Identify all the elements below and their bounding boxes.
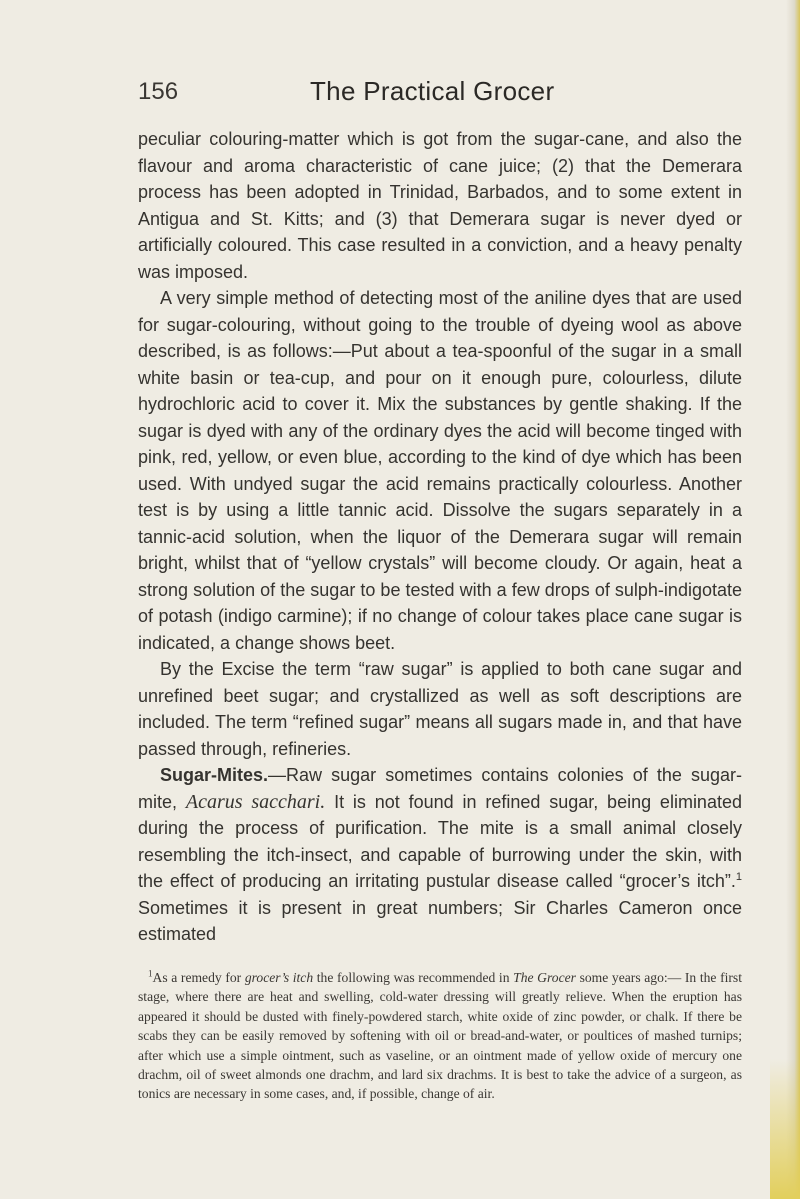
section-heading-sugar-mites: Sugar-Mites.: [160, 765, 269, 785]
footnote-text-b: the following was recommended in: [316, 970, 510, 985]
footnote-number: 1: [148, 968, 153, 979]
paragraph-4-text-b: It is not found in refined sugar, being eliminated during the process of purification. The mite is a small animal closely resembling the itch-insect, and capable of burrowing under the skin, with the effect of producing an irritating pustular disease called “grocer’s itch”.: [138, 791, 742, 891]
paragraph-3: By the Excise the term “raw sugar” is applied to both cane sugar and unrefined beet sugar; and crystallized as well as soft descriptions are included. The term “refined sugar” means all sugars made in, and that have passed through, refineries.: [138, 659, 742, 759]
footnotes: [138, 968, 742, 1104]
body-text: [138, 126, 742, 948]
footnote-italic-2: The Grocer: [513, 970, 576, 985]
paragraph-4: [138, 762, 742, 948]
footnote-text-a: As a remedy for: [152, 970, 242, 985]
footnote-italic-1: grocer’s itch: [244, 970, 314, 985]
page-number: 156: [138, 78, 179, 105]
paragraph-2: A very simple method of detecting most of the aniline dyes that are used for sugar-colouring, without going to the trouble of dyeing wool as above described, is as follows:—Put about a tea-spoonful of the sugar in a small white basin or tea-cup, and pour on it enough pure, colourless, dilute hydrochloric acid to cover it. Mix the substances by gentle shaking. If the sugar is dyed with any of the ordinary dyes the acid will become tinged with pink, red, yellow, or even blue, according to the kind of dye which has been used. With undyed sugar the acid remains practically colourless. Another test is by using a little tannic acid. Dissolve the sugars separately in a tannic-acid solution, when the liquor of the Demerara sugar will remain bright, whilst that of “yellow crystals” will become cloudy. Or again, heat a strong solution of the sugar to be tested with a few drops of sulph-indigotate of potash (indigo carmine); if no change of colour takes place cane sugar is indicated, a change shows beet.: [138, 288, 742, 653]
footnote-reference: 1: [735, 871, 742, 883]
page-header: [138, 78, 738, 114]
page-edge: [786, 0, 800, 1199]
page-edge-stain: [770, 1059, 800, 1199]
paragraph-1: peculiar colouring-matter which is got from the sugar-cane, and also the flavour and aroma characteristic of cane juice; (2) that the Demerara process has been adopted in Trinidad, Barbados, and to some extent in Antigua and St. Kitts; and (3) that Demerara sugar is never dyed or artificially coloured. This case resulted in a conviction, and a heavy penalty was imposed.: [138, 129, 742, 282]
footnote-1: [138, 968, 742, 1104]
footnote-text-c: some years ago:— In the first stage, where there are heat and swelling, cold-water dressing will greatly relieve. When the eruption has appeared it should be dusted with finely-powdered starch, white oxide of zinc powder, or chalk. If there be scabs they can be easily removed by softening with oil or bread-and-water, or poultices of mashed turnips; after which use a simple ointment, such as vaseline, or an ointment made of yellow oxide of mercury one drachm, oil of sweet almonds one drachm, and lard six drachms. It is best to take the advice of a surgeon, as tonics are necessary in some cases, and, if possible, change of air.: [138, 970, 742, 1102]
paragraph-4-text-c: Sometimes it is present in great numbers; Sir Charles Cameron once estimated: [138, 897, 742, 944]
species-name: Acarus sacchari.: [185, 790, 326, 813]
running-title: The Practical Grocer: [310, 76, 555, 106]
paragraph-4-text-a: —Raw sugar sometimes contains colonies of the sugar-mite,: [138, 765, 742, 812]
